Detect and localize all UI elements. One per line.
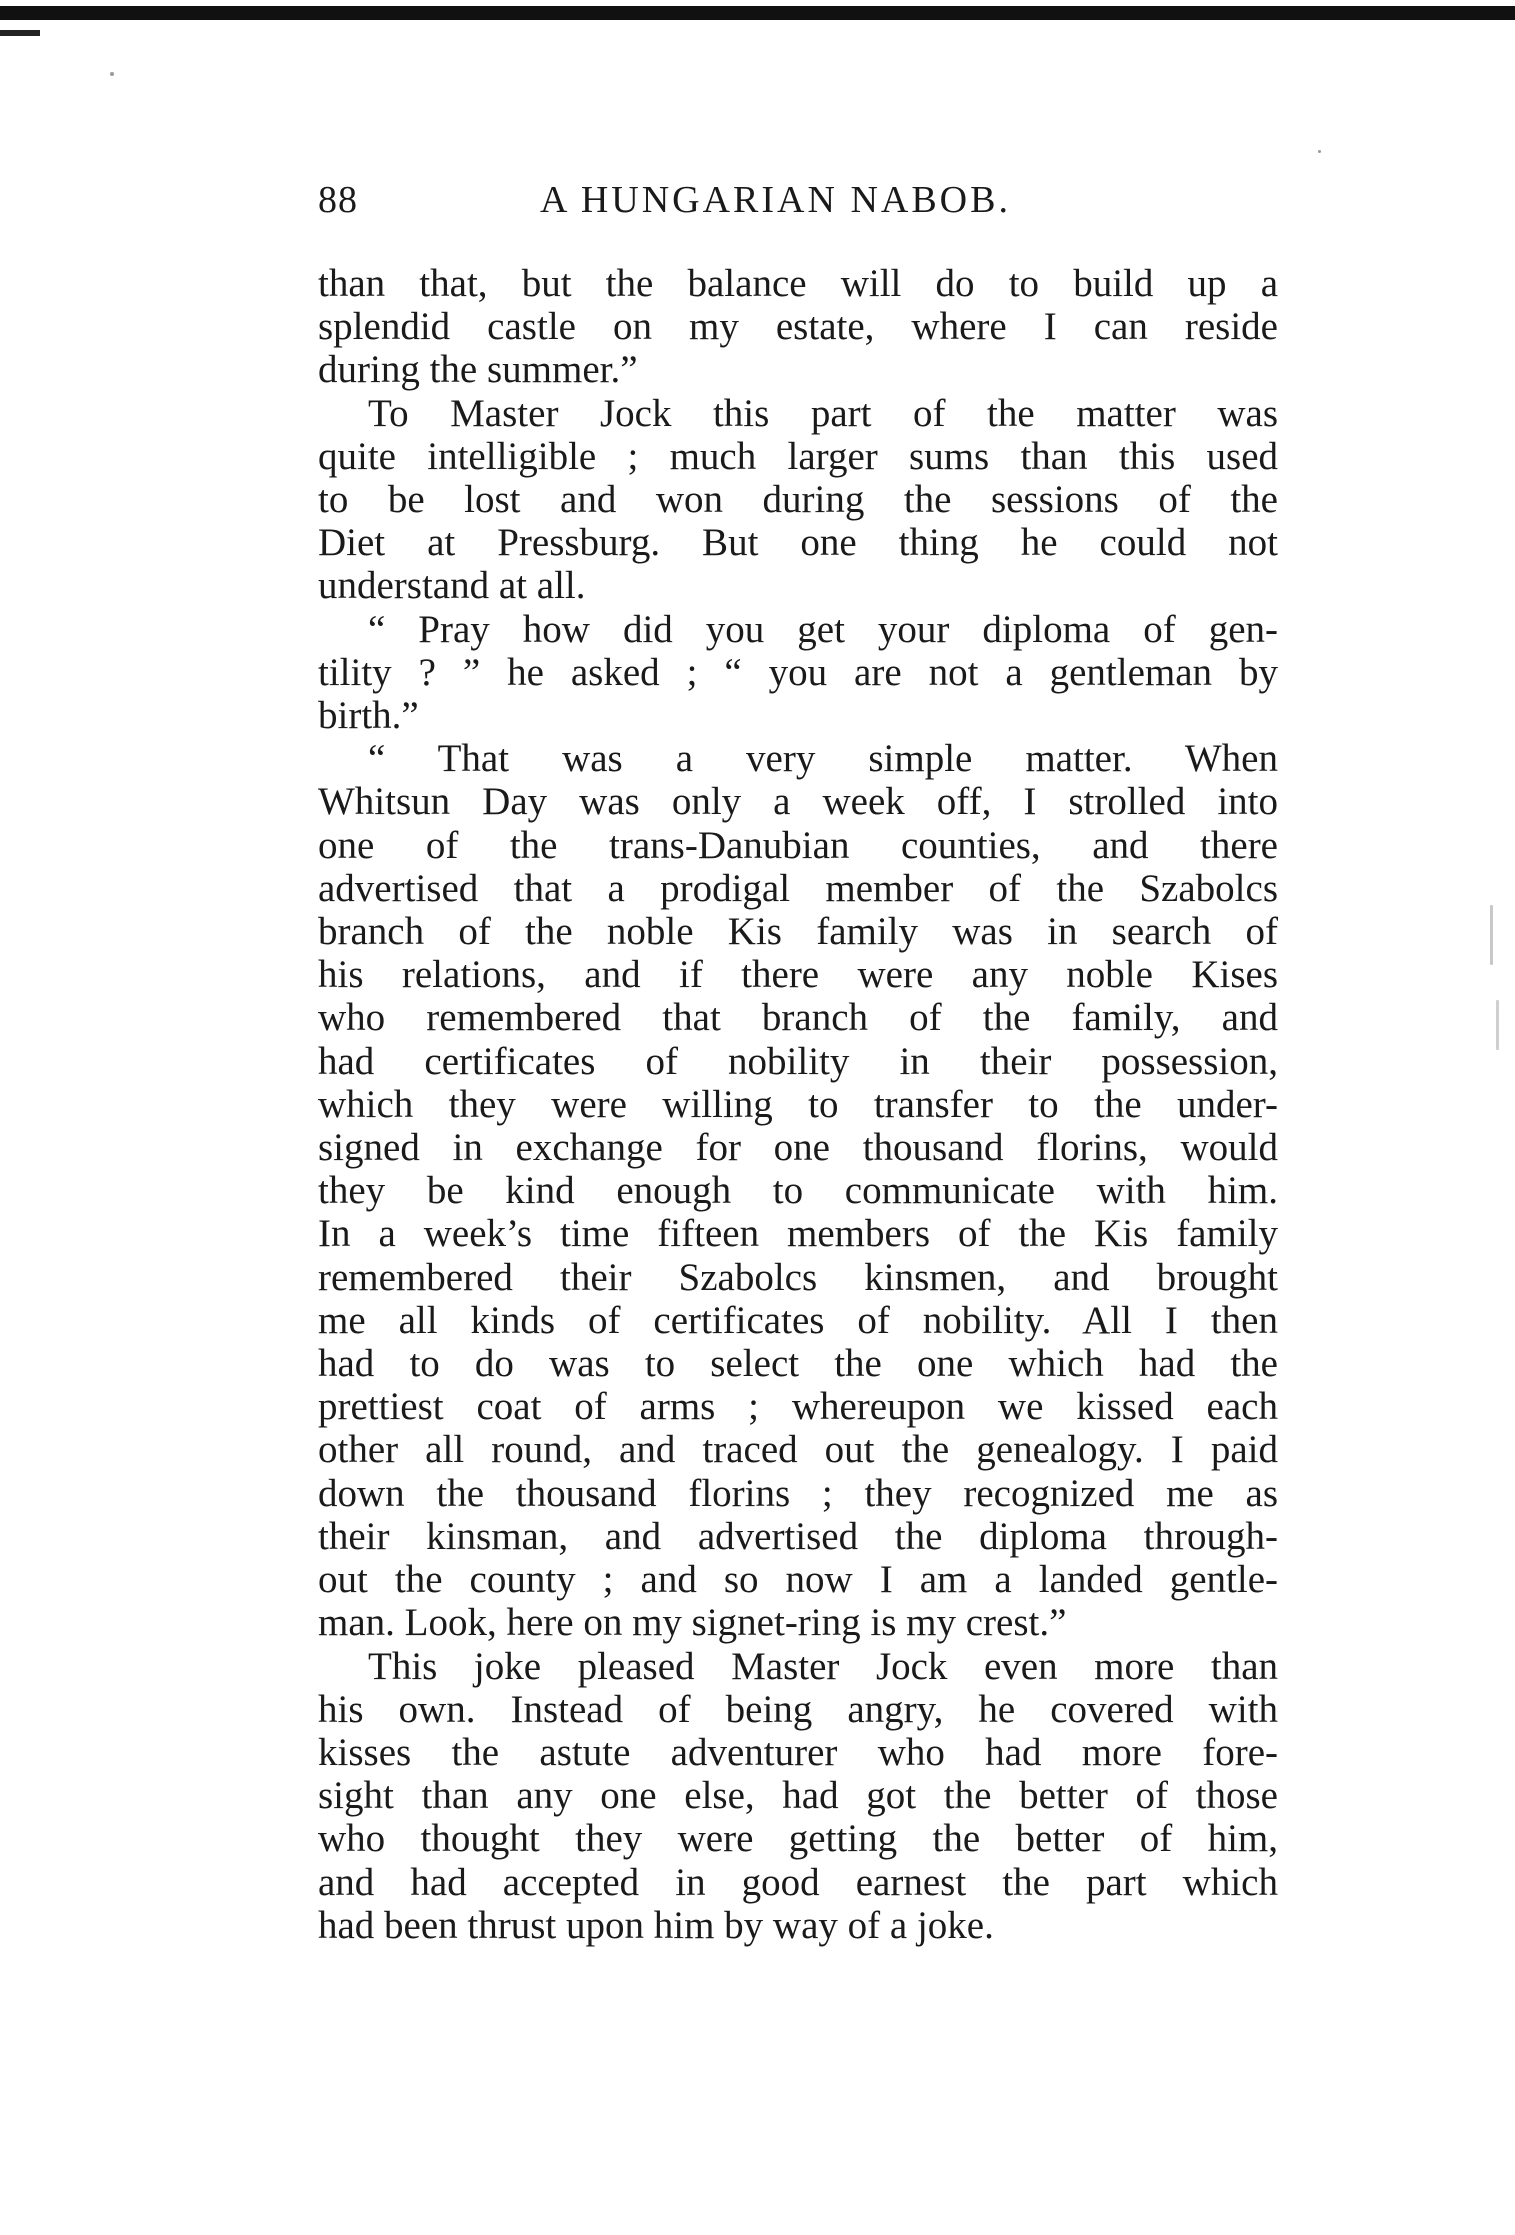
text-line: down the thousand florins ; they recognized me as <box>318 1471 1278 1515</box>
text-line: tility ? ” he asked ; “ you are not a gentleman by <box>318 650 1278 694</box>
paragraph <box>318 1645 1278 1947</box>
text-line: kisses the astute adventurer who had more fore- <box>318 1730 1278 1774</box>
text-line: had been thrust upon him by way of a joke. <box>318 1903 994 1947</box>
text-line: to be lost and won during the sessions of the <box>318 478 1278 522</box>
text-line: me all kinds of certificates of nobility. All I then <box>318 1298 1278 1342</box>
text-line: who remembered that branch of the family, and <box>318 996 1278 1040</box>
text-line: splendid castle on my estate, where I can reside <box>318 305 1278 349</box>
text-line: other all round, and traced out the genealogy. I paid <box>318 1428 1278 1472</box>
page-number: 88 <box>318 179 358 221</box>
text-line: which they were willing to transfer to the under- <box>318 1082 1278 1126</box>
text-line: had certificates of nobility in their possession, <box>318 1039 1278 1083</box>
text-line: one of the trans-Danubian counties, and there <box>318 823 1278 867</box>
text-line: birth.” <box>318 694 419 738</box>
text-line: during the summer.” <box>318 348 638 392</box>
text-line: who thought they were getting the better of him, <box>318 1817 1278 1861</box>
paragraph <box>318 392 1278 608</box>
text-line: remembered their Szabolcs kinsmen, and brought <box>318 1255 1278 1299</box>
text-line: man. Look, here on my signet-ring is my crest.” <box>318 1601 1067 1645</box>
text-line: “ Pray how did you get your diploma of gen- <box>368 607 1278 651</box>
text-line: out the county ; and so now I am a landed gentle- <box>318 1558 1278 1602</box>
text-line: Whitsun Day was only a week off, I strolled into <box>318 780 1278 824</box>
paragraph <box>318 608 1278 738</box>
text-line: they be kind enough to communicate with him. <box>318 1169 1278 1213</box>
text-line: quite intelligible ; much larger sums than this used <box>318 434 1278 478</box>
scan-speck <box>1490 905 1493 965</box>
text-line: This joke pleased Master Jock even more than <box>368 1644 1278 1688</box>
body-text <box>318 262 1278 1947</box>
text-line: than that, but the balance will do to build up a <box>318 262 1278 305</box>
scan-speck <box>1496 1000 1499 1050</box>
paragraph <box>318 262 1278 392</box>
text-line: To Master Jock this part of the matter was <box>368 391 1278 435</box>
page-header <box>318 178 1278 238</box>
text-line: advertised that a prodigal member of the Szabolcs <box>318 866 1278 910</box>
running-title: A HUNGARIAN NABOB. <box>540 179 1011 221</box>
text-line: his relations, and if there were any noble Kises <box>318 953 1278 997</box>
text-line: Diet at Pressburg. But one thing he could not <box>318 521 1278 565</box>
text-line: sight than any one else, had got the better of those <box>318 1774 1278 1818</box>
text-line: In a week’s time fifteen members of the Kis family <box>318 1212 1278 1256</box>
scan-edge-mark <box>0 30 40 36</box>
scan-edge-bar <box>0 6 1515 20</box>
scan-speck <box>110 72 114 76</box>
text-line: branch of the noble Kis family was in search of <box>318 910 1278 954</box>
text-line: understand at all. <box>318 564 586 608</box>
text-line: his own. Instead of being angry, he covered with <box>318 1687 1278 1731</box>
text-line: their kinsman, and advertised the diploma through- <box>318 1514 1278 1558</box>
text-line: and had accepted in good earnest the part which <box>318 1860 1278 1904</box>
text-line: “ That was a very simple matter. When <box>368 737 1278 781</box>
text-line: prettiest coat of arms ; whereupon we kissed each <box>318 1385 1278 1429</box>
text-line: signed in exchange for one thousand florins, would <box>318 1126 1278 1170</box>
paragraph <box>318 737 1278 1644</box>
scan-speck <box>1318 150 1321 153</box>
text-line: had to do was to select the one which had the <box>318 1342 1278 1386</box>
